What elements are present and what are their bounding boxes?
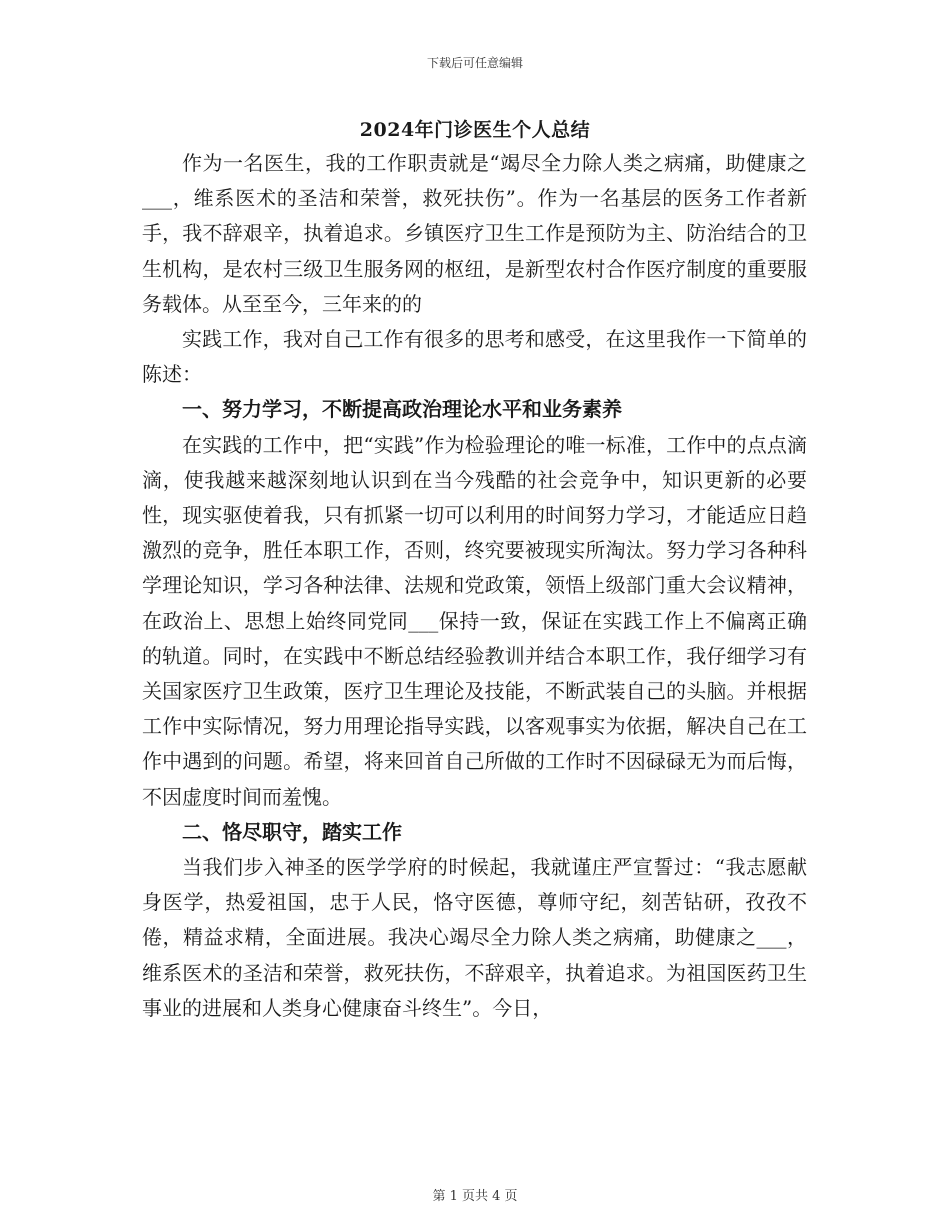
document-body (142, 146, 807, 1026)
section-heading-1: 一、努力学习，不断提高政治理论水平和业务素养 (182, 397, 622, 422)
page-footer-number: 第 1 页共 4 页 (432, 1189, 518, 1204)
paragraph-study: 在实践的工作中，把“实践”作为检验理论的唯一标准，工作中的点点滴滴，使我越来越深刻地认识到在当今残酷的社会竞争中，知识更新的必要性，现实驱使着我，只有抓紧一切可以利用的时间努力学习，才能适应日趋激烈的竞争，胜任本职工作，否则，终究要被现实所淘汰。努力学习各种科学理论知识，学习各种法律、法规和党政策，领悟上级部门重大会议精神，在政治上、思想上始终同党同___保持一致，保证在实践工作上不偏离正确的轨道。同时，在实践中不断总结经验教训并结合本职工作，我仔细学习有关国家医疗卫生政策，医疗卫生理论及技能，不断武装自己的头脑。并根据工作中实际情况，努力用理论指导实践，以客观事实为依据，解决自己在工作中遇到的问题。希望，将来回首自己所做的工作时不因碌碌无为而后悔，不因虚度时间而羞愧。 (142, 432, 807, 809)
paragraph-intro: 作为一名医生，我的工作职责就是“竭尽全力除人类之病痛，助健康之___，维系医术的圣洁和荣誉，救死扶伤”。作为一名基层的医务工作者新手，我不辞艰辛，执着追求。乡镇医疗卫生工作是预防为主、防治结合的卫生机构，是农村三级卫生服务网的枢纽，是新型农村合作医疗制度的重要服务载体。从至至今，三年来的的 (142, 151, 807, 316)
page-header-note: 下载后可任意编辑 (426, 56, 523, 70)
document-title: 2024年门诊医生个人总结 (359, 119, 591, 141)
section-heading-2: 二、恪尽职守，踏实工作 (182, 819, 402, 844)
paragraph-practice: 实践工作，我对自己工作有很多的思考和感受，在这里我作一下简单的陈述： (142, 327, 807, 387)
paragraph-oath: 当我们步入神圣的医学学府的时候起，我就谨庄严宣誓过：“我志愿献身医学，热爱祖国，忠于人民，恪守医德，尊师守纪，刻苦钻研，孜孜不倦，精益求精，全面进展。我决心竭尽全力除人类之病痛，助健康之___，维系医术的圣洁和荣誉，救死扶伤，不辞艰辛，执着追求。为祖国医药卫生事业的进展和人类身心健康奋斗终生”。今日， (142, 855, 807, 1020)
